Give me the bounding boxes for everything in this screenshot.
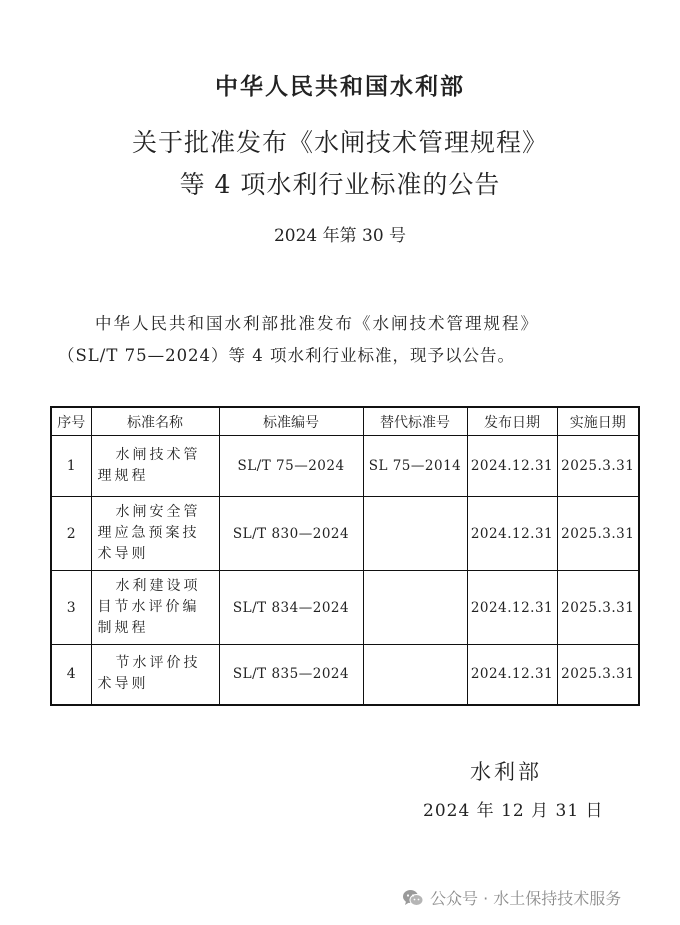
cell-no: 1 [51,436,91,497]
header-cell-effective-date: 实施日期 [557,407,639,436]
cell-publish-date: 2024.12.31 [467,497,557,571]
name-line: 理规程 [97,468,149,484]
body-paragraph-line2: （SL/T 75—2024）等 4 项水利行业标准，现予以公告。 [58,346,516,365]
name-line: 水利建设项 [115,578,201,594]
table-row [51,436,639,497]
cell-publish-date: 2024.12.31 [467,436,557,497]
cell-effective-date: 2025.3.31 [557,436,639,497]
document-number: 2024 年第 30 号 [273,226,407,246]
name-line: 术导则 [97,546,149,562]
cell-replaces [363,571,467,645]
cell-replaces [363,645,467,705]
header-cell-code: 标准编号 [219,407,363,436]
name-line: 术导则 [97,676,149,693]
wechat-icon [402,889,424,907]
cell-no: 4 [51,645,91,705]
table-row [51,497,639,571]
cell-effective-date: 2025.3.31 [557,497,639,571]
cell-publish-date: 2024.12.31 [467,645,557,705]
name-line: 水闸技术管 [115,447,201,463]
signature-date: 2024 年 12 月 31 日 [423,801,604,821]
cell-replaces: SL 75—2014 [363,436,467,497]
cell-no: 2 [51,497,91,571]
cell-publish-date: 2024.12.31 [467,571,557,645]
watermark [402,886,621,909]
cell-standard-code: SL/T 834—2024 [219,571,363,645]
announcement-title-line1: 关于批准发布《水闸技术管理规程》 [131,128,548,157]
standards-table [50,406,640,706]
header-cell-name: 标准名称 [91,407,219,436]
cell-standard-name [91,497,219,571]
body-paragraph-line1: 中华人民共和国水利部批准发布《水闸技术管理规程》 [95,314,539,333]
signer: 水利部 [470,760,542,784]
name-line: 制规程 [97,620,149,636]
cell-standard-name [91,645,219,705]
cell-standard-code: SL/T 75—2024 [219,436,363,497]
name-line: 理应急预案技 [97,525,200,541]
cell-standard-code: SL/T 830—2024 [219,497,363,571]
cell-standard-name [91,436,219,497]
cell-standard-code: SL/T 835—2024 [219,645,363,705]
cell-standard-name [91,571,219,645]
name-line: 水闸安全管 [115,504,201,520]
issuer-title: 中华人民共和国水利部 [215,73,465,100]
header-cell-replaces: 替代标准号 [363,407,467,436]
cell-replaces [363,497,467,571]
name-line: 节水评价技 [115,655,201,672]
table-header-row [51,407,639,436]
watermark-text: 公众号 · 水土保持技术服务 [430,889,622,908]
table-row [51,571,639,645]
name-line: 目节水评价编 [97,599,200,615]
cell-no: 3 [51,571,91,645]
header-cell-publish-date: 发布日期 [467,407,557,436]
cell-effective-date: 2025.3.31 [557,645,639,705]
announcement-title-line2: 等 4 项水利行业标准的公告 [179,170,501,199]
header-cell-no: 序号 [51,407,91,436]
table-row [51,645,639,705]
cell-effective-date: 2025.3.31 [557,571,639,645]
